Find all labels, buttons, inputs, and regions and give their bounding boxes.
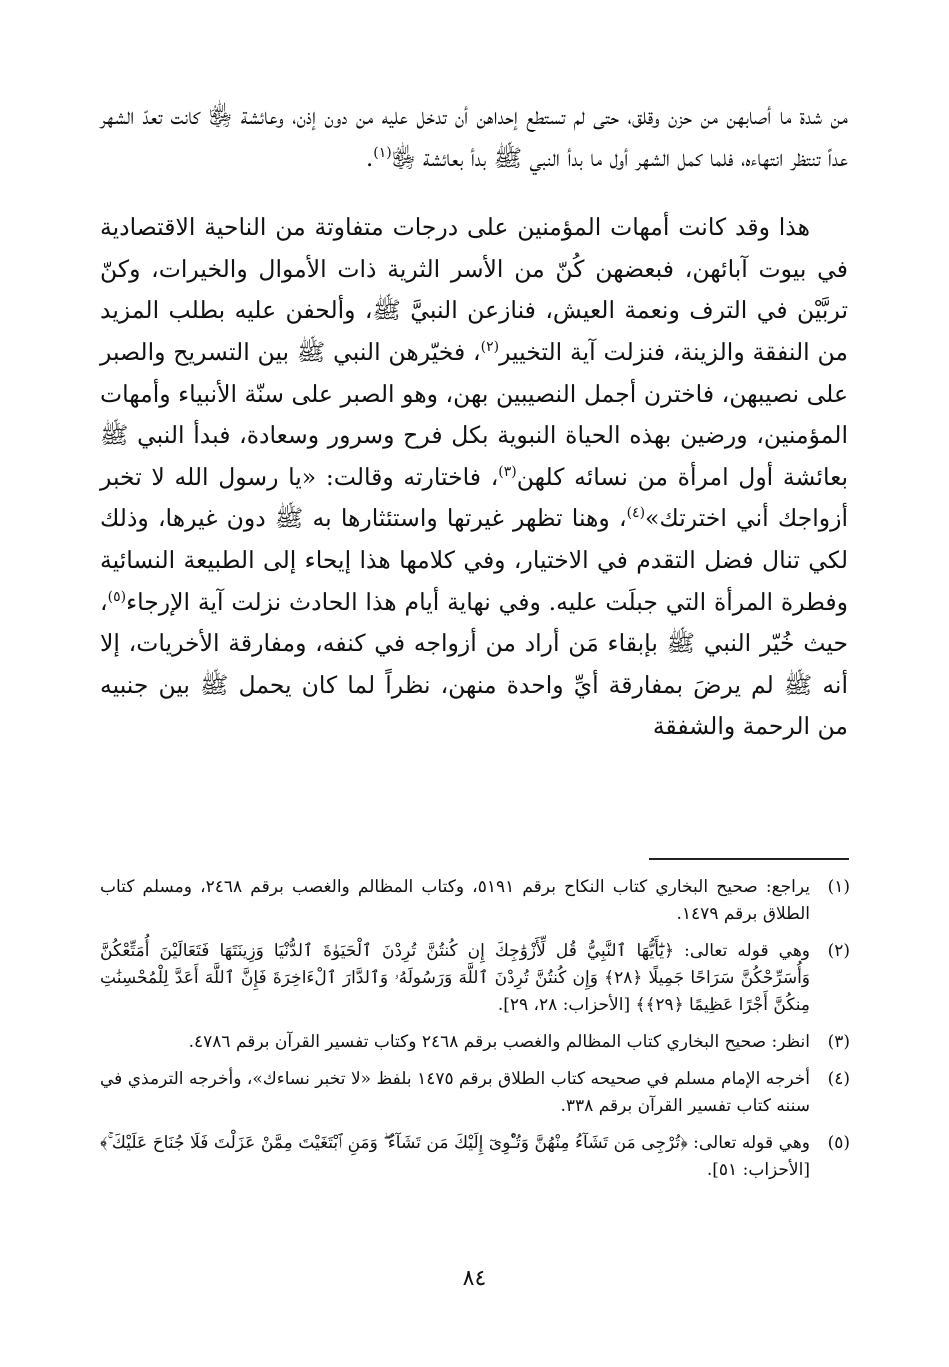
footnote-5 xyxy=(100,1130,850,1184)
footnote-2 xyxy=(100,938,850,1019)
paragraph-gap xyxy=(100,179,848,207)
paragraph-1 xyxy=(100,96,848,179)
paragraph-2-text-4: ، وهنا تظهر غيرتها واستئثارها به ﷺ دون غيرها، وذلك لكي تنال فضل التقدم في الاختيار، وفي كلامها هذا إيحاء إلى الطبيعة النسائية وفطرة المرأة التي جبلَت عليه. وفي نهاية أيام هذا الحادث نزلت آية الإرجاء xyxy=(100,504,848,616)
paragraph-2-text-2: ، فخيّرهن النبي ﷺ بين التسريح والصبر على نصيبهن، فاخترن أجمل النصيبين بهن، وهو الصبر على سنّة الأنبياء وأمهات المؤمنين، ورضين بهذه الحياة النبوية بكل فرح وسرور وسعادة، فبدأ النبي ﷺ بعائشة أول امرأة من نسائه كلهن xyxy=(100,337,849,491)
footnote-text: انظر: صحيح البخاري كتاب المظالم والغصب برقم ٢٤٦٨ وكتاب تفسير القرآن برقم ٤٧٨٦. xyxy=(188,1032,810,1052)
footnote-text: وهي قوله تعالى: ﴿يَٰٓأَيُّهَا ٱلنَّبِيُّ قُل لِّأَزْوَٰجِكَ إِن كُنتُنَّ تُرِدْنَ ٱلْحَيَوٰةَ ٱلدُّنْيَا وَزِينَتَهَا فَتَعَالَيْنَ أُمَتِّعْكُنَّ وَأُسَرِّحْكُنَّ سَرَاحًا جَمِيلًا ﴿٢٨﴾ وَإِن كُنتُنَّ تُرِدْنَ ٱللَّهَ وَرَسُولَهُۥ وَٱلدَّارَ ٱلْءَاخِرَةَ فَإِنَّ ٱللَّهَ أَعَدَّ لِلْمُحْسِنَٰتِ مِنكُنَّ أَجْرًا عَظِيمًا ﴿٢٩﴾﴾ [الأحزاب: ٢٨، ٢٩]. xyxy=(100,941,811,1015)
footnote-number: (٢) xyxy=(827,941,850,961)
main-text xyxy=(100,96,848,748)
footnote-ref-4: (٤) xyxy=(626,505,646,522)
page-number: ٨٤ xyxy=(462,1266,487,1291)
footnote-number: (١) xyxy=(827,877,850,897)
footnote-3 xyxy=(100,1029,850,1056)
footnote-ref-5: (٥) xyxy=(107,588,127,605)
paragraph-2-text-5: ، حيث خُيّر النبي ﷺ بإبقاء مَن أراد من أزواجه في كنفه، ومفارقة الأخريات، إلا أنه ﷺ لم يرضَ بمفارقة أيِّ واحدة منهن، نظراً لما كان يحمل ﷺ بين جنبيه من الرحمة والشفقة xyxy=(100,587,848,741)
paragraph-2-text-3: ، فاختارته وقالت: «يا رسول الله لا تخبر أزواجك أني اخترتك» xyxy=(100,462,848,533)
paragraph-2-text-1: هذا وقد كانت أمهات المؤمنين على درجات متفاوتة من الناحية الاقتصادية في بيوت آبائهن، فبعضهن كُنّ من الأسر الثرية ذات الأموال والخيرات، وكنّ تربَّيْن في الترف ونعمة العيش، فنازعن النبيَّ ﷺ، وألحفن عليه بطلب المزيد من النفقة والزينة، فنزلت آية التخيير xyxy=(100,213,848,366)
footnote-ref-1: (١) xyxy=(373,144,392,161)
footnote-divider xyxy=(649,858,849,860)
paragraph-1-end: . xyxy=(365,143,374,172)
footnotes xyxy=(100,874,850,1194)
footnote-number: (٥) xyxy=(827,1133,850,1153)
footnote-4 xyxy=(100,1066,850,1120)
footnote-number: (٤) xyxy=(827,1069,850,1089)
footnote-ref-3: (٣) xyxy=(498,463,517,480)
footnote-ref-2: (٢) xyxy=(480,339,500,356)
footnote-number: (٣) xyxy=(827,1032,850,1052)
footnote-text: وهي قوله تعالى: ﴿تُرْجِى مَن تَشَآءُ مِنْهُنَّ وَتُـْٔوِىٓ إِلَيْكَ مَن تَشَآءُ ۖ وَمَنِ ٱبْتَغَيْتَ مِمَّنْ عَزَلْتَ فَلَا جُنَاحَ عَلَيْكَ ۚ﴾ [الأحزاب: ٥١]. xyxy=(100,1133,810,1180)
footnote-text: يراجع: صحيح البخاري كتاب النكاح برقم ٥١٩١، وكتاب المظالم والغصب برقم ٢٤٦٨، ومسلم كتاب الطلاق برقم ١٤٧٩. xyxy=(100,877,810,924)
footnote-text: أخرجه الإمام مسلم في صحيحه كتاب الطلاق برقم ١٤٧٥ بلفظ «لا تخبر نساءك»، وأخرجه الترمذي في سننه كتاب تفسير القرآن برقم ٣٣٨. xyxy=(100,1069,810,1116)
paragraph-2 xyxy=(100,207,848,748)
paragraph-1-text: من شدة ما أصابهن من حزن وقلق، حتى لم تستطع إحداهن أن تدخل عليه من دون إذن، وعائشة ﵂ كانت تعدّ الشهر عداً تنتظر انتهاءه، فلما كمل الشهر أول ما بدأ النبي ﷺ بدأ بعائشة ﵂ xyxy=(100,102,848,172)
footnote-1 xyxy=(100,874,850,928)
